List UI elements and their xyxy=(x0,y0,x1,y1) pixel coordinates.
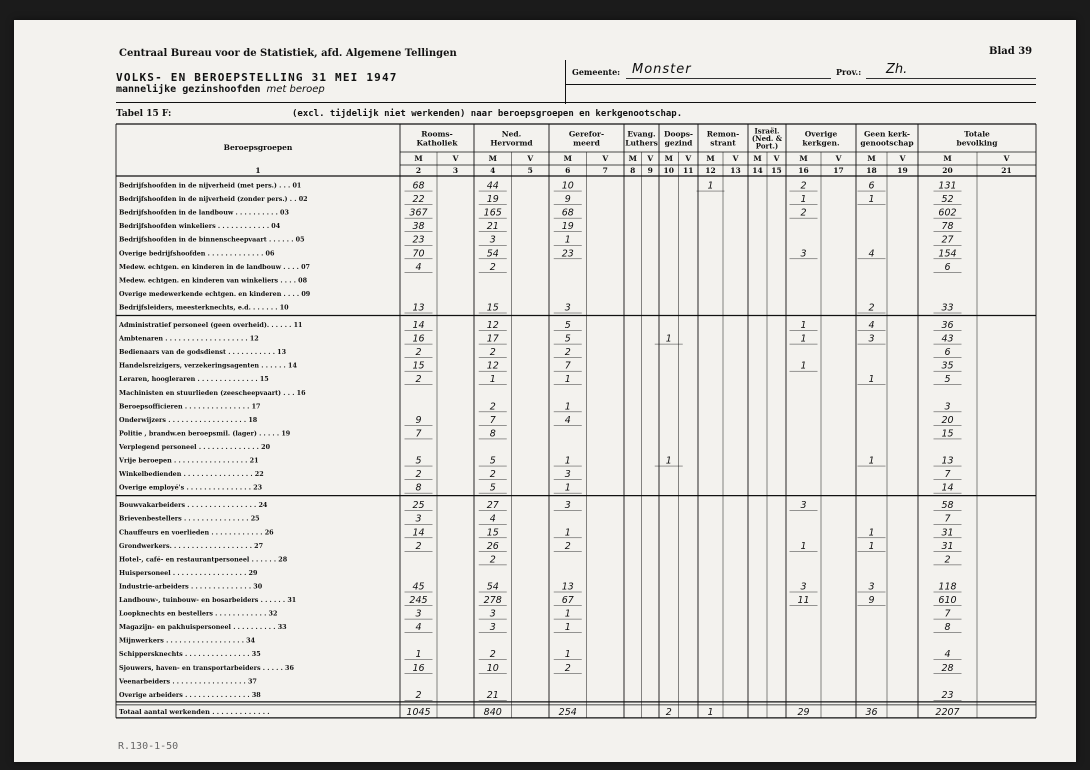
row-label: Sjouwers, haven- en transportarbeiders . . . . . 36 xyxy=(119,663,294,672)
cell-value: 1 xyxy=(665,455,672,467)
cell-value: 602 xyxy=(938,207,957,219)
cell-value: 3 xyxy=(489,608,496,620)
cell-value: 8 xyxy=(489,428,496,440)
cell-value: 12 xyxy=(486,320,499,331)
row-label: Mijnwerkers . . . . . . . . . . . . . . . . . . 34 xyxy=(119,636,256,645)
column-number: 16 xyxy=(798,166,809,175)
cell-value: 10 xyxy=(561,180,574,192)
row-label: Bedrijfshoofden in de binnenscheepvaart . . . . . . 05 xyxy=(119,235,305,244)
cell-value: 17 xyxy=(486,333,499,345)
cell-value: 278 xyxy=(483,595,502,606)
table-caption: (excl. tijdelijk niet werkenden) naar beroepsgroepen en kerkgenootschap. xyxy=(292,109,683,119)
row-label: Leraren, hoogleraren . . . . . . . . . . . . . . 15 xyxy=(119,375,269,384)
prov-label: Prov.: xyxy=(836,67,862,77)
column-number: 5 xyxy=(527,166,533,175)
cell-value: 3 xyxy=(564,500,571,512)
church-group-header: bevolking xyxy=(956,138,998,148)
cell-value: 21 xyxy=(486,689,499,701)
church-group-header: Luthers xyxy=(625,138,658,148)
cell-value: 2 xyxy=(415,469,422,481)
cell-value: 13 xyxy=(941,455,954,467)
cell-value: 3 xyxy=(489,622,496,634)
cell-value: 2 xyxy=(489,554,496,566)
cell-value: 4 xyxy=(868,248,875,260)
row-label: Industrie-arbeiders . . . . . . . . . . . . . . 30 xyxy=(119,582,263,591)
cell-value: 54 xyxy=(486,581,499,593)
gemeente-label: Gemeente: xyxy=(572,67,621,77)
cell-value: 2 xyxy=(564,540,571,552)
cell-value: 1 xyxy=(800,194,807,206)
cell-value: 154 xyxy=(938,248,957,260)
cell-value: 23 xyxy=(412,234,425,246)
cell-value: 2 xyxy=(564,347,571,359)
mv-label-m: M xyxy=(563,154,572,163)
total-value: 2 xyxy=(665,706,672,718)
cell-value: 3 xyxy=(489,234,496,246)
column-number: 9 xyxy=(647,166,653,175)
cell-value: 1 xyxy=(564,455,571,467)
cell-value: 2 xyxy=(564,662,571,674)
cell-value: 1 xyxy=(868,540,875,552)
church-group-header: Rooms- xyxy=(421,129,453,139)
cell-value: 1 xyxy=(564,401,571,413)
cell-value: 25 xyxy=(412,500,425,512)
cell-value: 3 xyxy=(868,581,875,593)
cell-value: 118 xyxy=(938,581,957,593)
cell-value: 3 xyxy=(800,581,807,593)
cell-value: 5 xyxy=(489,455,496,467)
cell-value: 31 xyxy=(941,540,954,552)
cell-value: 14 xyxy=(941,482,954,494)
cell-value: 1 xyxy=(564,374,571,386)
row-label: Verplegend personeel . . . . . . . . . . . . . . 20 xyxy=(119,442,271,451)
cell-value: 33 xyxy=(941,302,954,314)
mv-label-v: V xyxy=(527,154,534,163)
cell-value: 2 xyxy=(489,347,496,359)
cell-value: 27 xyxy=(486,500,499,512)
mv-label-m: M xyxy=(753,154,762,163)
row-label: Winkelbedienden . . . . . . . . . . . . . . . . 22 xyxy=(119,470,264,479)
cell-value: 1 xyxy=(564,608,571,620)
cell-value: 12 xyxy=(486,360,499,372)
cell-value: 68 xyxy=(561,207,574,219)
mv-label-m: M xyxy=(867,154,876,163)
mv-label-v: V xyxy=(647,154,654,163)
total-value: 1 xyxy=(707,706,714,718)
cell-value: 67 xyxy=(561,595,574,606)
cell-value: 2 xyxy=(489,649,496,661)
cell-value: 3 xyxy=(868,333,875,345)
church-group-header: genootschap xyxy=(860,138,914,148)
cell-value: 16 xyxy=(412,333,425,345)
row-label: Politie , brandw.en beroepsmil. (lager) . . . . . 19 xyxy=(119,429,291,438)
row-label: Landbouw-, tuinbouw- en bosarbeiders . . . . . . 31 xyxy=(119,596,297,604)
cell-value: 13 xyxy=(561,581,574,593)
table-number: Tabel 15 F: xyxy=(116,109,172,119)
column-number: 19 xyxy=(897,166,908,175)
cell-value: 3 xyxy=(415,513,422,525)
mv-label-v: V xyxy=(452,154,459,163)
cell-value: 43 xyxy=(941,333,954,345)
church-group-header: meerd xyxy=(573,138,600,148)
cell-value: 6 xyxy=(944,347,951,359)
cell-value: 23 xyxy=(941,689,954,701)
church-group-header: Gerefor- xyxy=(568,129,605,139)
column-number: 6 xyxy=(565,166,571,175)
cell-value: 23 xyxy=(561,248,574,260)
cell-value: 13 xyxy=(412,302,425,314)
row-label: Bouwvakarbeiders . . . . . . . . . . . . . . . . 24 xyxy=(119,501,268,510)
cell-value: 16 xyxy=(412,662,425,674)
cell-value: 8 xyxy=(944,622,951,634)
mv-label-m: M xyxy=(628,154,637,163)
cell-value: 26 xyxy=(486,540,499,552)
cell-value: 7 xyxy=(415,428,422,440)
cell-value: 4 xyxy=(415,261,422,273)
cell-value: 58 xyxy=(941,500,954,512)
cell-value: 4 xyxy=(944,649,951,661)
column-number: 17 xyxy=(833,166,844,175)
cell-value: 5 xyxy=(489,482,496,494)
total-label: Totaal aantal werkenden . . . . . . . . . . . . . xyxy=(119,707,270,716)
cell-value: 28 xyxy=(941,662,954,674)
cell-value: 4 xyxy=(489,513,496,525)
cell-value: 31 xyxy=(941,527,954,539)
gemeente-value: Monster xyxy=(632,62,692,77)
cell-value: 2 xyxy=(415,374,422,386)
row-label: Bedrijfshoofden in de nijverheid (zonder pers.) . . 02 xyxy=(119,195,308,204)
mv-label-v: V xyxy=(773,154,780,163)
cell-value: 1 xyxy=(800,333,807,345)
cell-value: 78 xyxy=(941,221,954,233)
subject-typed: mannelijke gezinshoofden xyxy=(116,84,261,95)
cell-value: 3 xyxy=(800,248,807,260)
mv-label-v: V xyxy=(685,154,692,163)
church-group-header: Doops- xyxy=(663,129,694,139)
column-number: 7 xyxy=(602,166,608,175)
row-label: Magazijn- en pakhuispersoneel . . . . . . . . . . 33 xyxy=(119,623,287,632)
sheet-number: Blad 39 xyxy=(989,46,1033,57)
column-number: 13 xyxy=(730,166,741,175)
row-label: Hotel-, café- en restaurantpersoneel . . . . . . 28 xyxy=(119,555,288,564)
cell-value: 27 xyxy=(941,234,954,246)
cell-value: 3 xyxy=(564,302,571,314)
church-group-header: Totale xyxy=(964,129,990,139)
cell-value: 36 xyxy=(941,320,954,331)
cell-value: 1 xyxy=(868,527,875,539)
cell-value: 15 xyxy=(941,428,954,440)
cell-value: 4 xyxy=(564,414,571,426)
census-table xyxy=(14,20,1076,762)
cell-value: 45 xyxy=(412,581,425,593)
column-number: 10 xyxy=(663,166,674,175)
cell-value: 5 xyxy=(564,320,571,331)
cell-value: 3 xyxy=(415,608,422,620)
church-group-header: kerkgen. xyxy=(802,138,840,148)
church-group-header: Geen kerk- xyxy=(864,129,910,139)
cell-value: 2 xyxy=(868,302,875,314)
cell-value: 2 xyxy=(800,207,807,219)
census-title: VOLKS- EN BEROEPSTELLING 31 MEI 1947 xyxy=(116,71,398,84)
row-label: Overige bedrijfshoofden . . . . . . . . . . . . . 06 xyxy=(119,249,275,258)
cell-value: 7 xyxy=(489,414,496,426)
row-label: Ambtenaren . . . . . . . . . . . . . . . . . . . 12 xyxy=(119,334,259,343)
cell-value: 1 xyxy=(665,333,672,345)
row-label: Medew. echtgen. en kinderen van winkeliers . . . . 08 xyxy=(119,276,308,285)
cell-value: 5 xyxy=(564,333,571,345)
mv-label-m: M xyxy=(488,154,497,163)
cell-value: 610 xyxy=(938,595,957,606)
cell-value: 2 xyxy=(944,554,951,566)
mv-label-v: V xyxy=(732,154,739,163)
cell-value: 6 xyxy=(868,180,875,192)
cell-value: 1 xyxy=(415,649,422,661)
cell-value: 2 xyxy=(800,180,807,192)
cell-value: 7 xyxy=(944,608,951,620)
cell-value: 5 xyxy=(944,374,951,386)
cell-value: 1 xyxy=(800,540,807,552)
row-label: Handelsreizigers, verzekeringsagenten . . . . . . 14 xyxy=(119,361,297,370)
cell-value: 7 xyxy=(564,360,571,372)
column-number: 3 xyxy=(452,166,459,175)
row-label: Bedrijfshoofden in de landbouw . . . . . . . . . . 03 xyxy=(119,208,289,217)
cell-value: 15 xyxy=(486,302,499,314)
church-group-header: Hervormd xyxy=(490,138,533,148)
column-number: 1 xyxy=(255,166,261,175)
cell-value: 1 xyxy=(800,320,807,331)
row-label: Veenarbeiders . . . . . . . . . . . . . . . . . 37 xyxy=(119,677,257,686)
church-group-header: (Ned. & xyxy=(751,134,783,143)
cell-value: 3 xyxy=(564,469,571,481)
column-number: 4 xyxy=(490,166,496,175)
cell-value: 9 xyxy=(868,595,875,606)
row-label: Vrije beroepen . . . . . . . . . . . . . . . . . 21 xyxy=(119,456,259,465)
row-label: Administratief personeel (geen overheid). . . . . . 11 xyxy=(119,321,303,329)
cell-value: 3 xyxy=(800,500,807,512)
church-group-header: Ned. xyxy=(501,129,522,139)
column-number: 11 xyxy=(683,166,694,175)
total-value: 254 xyxy=(558,706,577,718)
column-number: 15 xyxy=(771,166,782,175)
row-label: Loopknechts en bestellers . . . . . . . . . . . . 32 xyxy=(119,609,278,618)
row-label: Bedrijfshoofden in de nijverheid (met pers.) . . . 01 xyxy=(119,181,302,190)
mv-label-m: M xyxy=(664,154,673,163)
beroepsgroepen-header: Beroepsgroepen xyxy=(223,143,293,152)
cell-value: 2 xyxy=(489,469,496,481)
cell-value: 245 xyxy=(409,595,428,606)
column-number: 20 xyxy=(942,166,953,175)
church-group-header: Port.) xyxy=(755,141,779,151)
cell-value: 14 xyxy=(412,320,425,331)
cell-value: 19 xyxy=(486,194,499,206)
cell-value: 20 xyxy=(941,414,954,426)
cell-value: 2 xyxy=(415,347,422,359)
cell-value: 2 xyxy=(415,689,422,701)
row-label: Huispersoneel . . . . . . . . . . . . . . . . . 29 xyxy=(119,568,258,577)
mv-label-v: V xyxy=(1003,154,1010,163)
mv-label-v: V xyxy=(602,154,609,163)
church-group-header: Overige xyxy=(804,129,838,139)
cell-value: 9 xyxy=(415,414,422,426)
subject-handwritten: met beroep xyxy=(266,84,325,95)
total-value: 2207 xyxy=(935,706,960,718)
church-group-header: strant xyxy=(710,138,736,148)
cell-value: 7 xyxy=(944,513,951,525)
total-value: 36 xyxy=(865,706,878,718)
column-number: 2 xyxy=(415,166,422,175)
column-number: 12 xyxy=(705,166,716,175)
row-label: Overige arbeiders . . . . . . . . . . . . . . . 38 xyxy=(119,690,261,699)
church-group-header: Israël. xyxy=(754,126,780,136)
cell-value: 5 xyxy=(415,455,422,467)
row-label: Medew. echtgen. en kinderen in de landbouw . . . . 07 xyxy=(119,262,310,271)
mv-label-v: V xyxy=(835,154,842,163)
cell-value: 6 xyxy=(944,261,951,273)
cell-value: 1 xyxy=(564,234,571,246)
cell-value: 54 xyxy=(486,248,499,260)
census-sheet xyxy=(14,20,1076,762)
cell-value: 131 xyxy=(938,180,957,192)
cell-value: 1 xyxy=(868,455,875,467)
form-code: R.130-1-50 xyxy=(118,741,179,752)
mv-label-m: M xyxy=(799,154,808,163)
church-group-header: gezind xyxy=(664,138,693,148)
column-number: 21 xyxy=(1001,166,1012,175)
cell-value: 2 xyxy=(415,540,422,552)
cell-value: 52 xyxy=(941,194,954,206)
cell-value: 2 xyxy=(489,401,496,413)
cell-value: 44 xyxy=(486,180,499,192)
church-group-header: Katholiek xyxy=(416,138,458,148)
prov-value: Zh. xyxy=(886,62,908,77)
row-label: Bedrijfshoofden winkeliers . . . . . . . . . . . . 04 xyxy=(119,222,281,231)
total-value: 1045 xyxy=(406,706,431,718)
cell-value: 1 xyxy=(800,360,807,372)
cell-value: 1 xyxy=(707,180,714,192)
mv-label-m: M xyxy=(943,154,952,163)
cell-value: 1 xyxy=(564,527,571,539)
row-label: Schippersknechts . . . . . . . . . . . . . . . 35 xyxy=(119,650,261,659)
cell-value: 9 xyxy=(564,194,571,206)
row-label: Brievenbestellers . . . . . . . . . . . . . . . 25 xyxy=(119,514,260,523)
cell-value: 7 xyxy=(944,469,951,481)
row-label: Onderwijzers . . . . . . . . . . . . . . . . . . 18 xyxy=(119,415,258,424)
cell-value: 15 xyxy=(412,360,425,372)
row-label: Overige employé's . . . . . . . . . . . . . . . 23 xyxy=(119,483,263,492)
column-number: 8 xyxy=(630,166,636,175)
cell-value: 11 xyxy=(797,595,810,606)
cell-value: 4 xyxy=(868,320,875,331)
row-label: Beroepsofficieren . . . . . . . . . . . . . . . 17 xyxy=(119,402,261,411)
row-label: Bedrijfsleiders, meesterknechts, e.d. . . . . . . 10 xyxy=(119,303,289,312)
total-value: 840 xyxy=(483,706,502,718)
cell-value: 15 xyxy=(486,527,499,539)
row-label: Grondwerkers. . . . . . . . . . . . . . . . . . . 27 xyxy=(119,541,264,550)
mv-label-m: M xyxy=(414,154,423,163)
column-number: 18 xyxy=(866,166,877,175)
cell-value: 38 xyxy=(412,221,425,233)
cell-value: 14 xyxy=(412,527,425,539)
cell-value: 1 xyxy=(564,649,571,661)
total-value: 29 xyxy=(797,706,810,718)
cell-value: 3 xyxy=(944,401,951,413)
cell-value: 1 xyxy=(868,194,875,206)
cell-value: 165 xyxy=(483,207,502,219)
cell-value: 35 xyxy=(941,360,954,372)
row-label: Chauffeurs en voerlieden . . . . . . . . . . . . 26 xyxy=(119,528,274,537)
cell-value: 19 xyxy=(561,221,574,233)
cell-value: 10 xyxy=(486,662,499,674)
cell-value: 22 xyxy=(412,194,425,206)
cell-value: 1 xyxy=(489,374,496,386)
bureau-name: Centraal Bureau voor de Statistiek, afd. Algemene Tellingen xyxy=(119,48,457,59)
cell-value: 2 xyxy=(489,261,496,273)
cell-value: 1 xyxy=(564,622,571,634)
cell-value: 4 xyxy=(415,622,422,634)
row-label: Bedienaars van de godsdienst . . . . . . . . . . . 13 xyxy=(119,348,287,357)
mv-label-v: V xyxy=(899,154,906,163)
cell-value: 1 xyxy=(868,374,875,386)
cell-value: 367 xyxy=(409,207,428,219)
cell-value: 8 xyxy=(415,482,422,494)
row-label: Overige medewerkende echtgen. en kinderen . . . . 09 xyxy=(119,289,311,298)
cell-value: 1 xyxy=(564,482,571,494)
column-number: 14 xyxy=(752,166,763,175)
church-group-header: Remon- xyxy=(706,129,740,139)
row-label: Machinisten en stuurlieden (zeescheepvaart) . . . 16 xyxy=(119,388,306,397)
cell-value: 68 xyxy=(412,180,425,192)
church-group-header: Evang. xyxy=(627,129,656,139)
cell-value: 70 xyxy=(412,248,425,260)
cell-value: 21 xyxy=(486,221,499,233)
mv-label-m: M xyxy=(706,154,715,163)
